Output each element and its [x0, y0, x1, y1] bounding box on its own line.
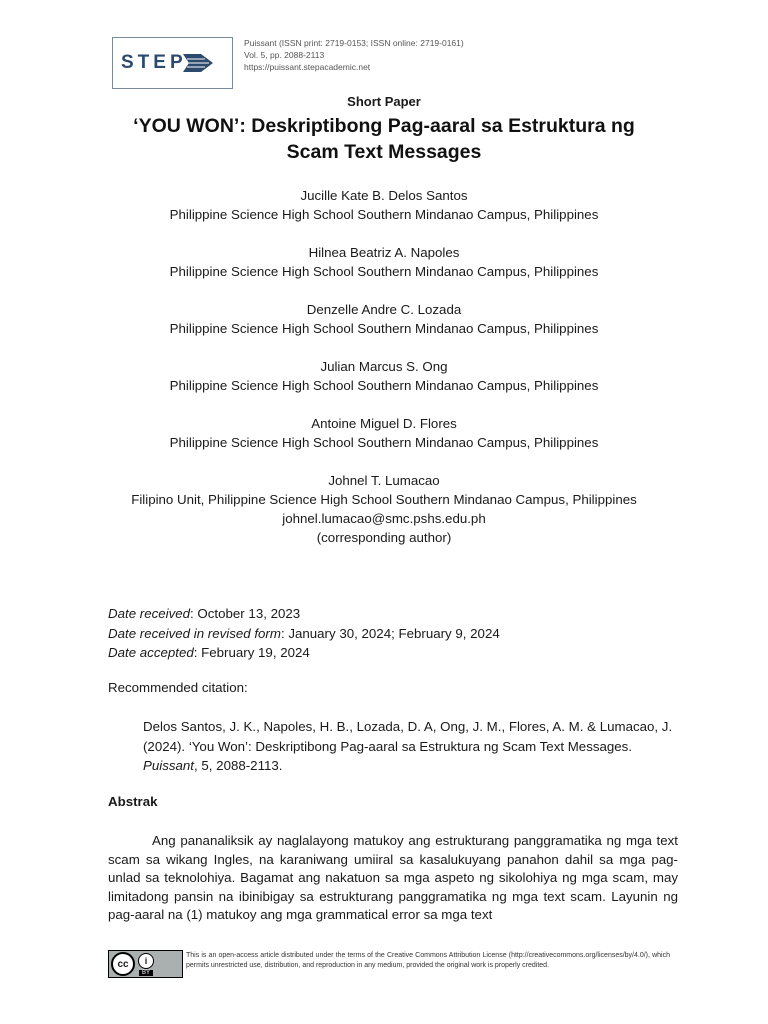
author-affiliation: Filipino Unit, Philippine Science High School Southern Mindanao Campus, Philippines [131, 492, 637, 507]
author-name: Jucille Kate B. Delos Santos [300, 188, 468, 203]
by-icon [138, 953, 154, 976]
journal-url[interactable]: https://puissant.stepacademic.net [244, 62, 371, 72]
journal-info [244, 37, 464, 73]
recommended-citation-label: Recommended citation: [108, 680, 248, 695]
date-accepted: Date accepted: February 19, 2024 [108, 645, 310, 660]
author-block [0, 300, 768, 338]
abstract-heading: Abstrak [108, 794, 158, 809]
arrow-icon [183, 52, 213, 74]
license-footer [108, 950, 670, 984]
date-received: Date received: October 13, 2023 [108, 606, 301, 621]
step-logo [112, 37, 233, 89]
paper-type: Short Paper [347, 94, 421, 109]
author-name: Julian Marcus S. Ong [320, 359, 448, 374]
author-name: Hilnea Beatriz A. Napoles [308, 245, 460, 260]
author-list [0, 186, 768, 566]
title-line-2: Scam Text Messages [286, 141, 482, 163]
license-text: This is an open-access article distributed under the terms of the Creative Commons Attribution License (http://creativecommons.org/licenses/by/4.0/), which permits unrestricted use, distribution, and reproduction in any medium, provided the original work is properly credited. [186, 952, 670, 969]
abstract-body: Ang pananaliksik ay naglalayong matukoy ang estrukturang panggramatika ng mga text scam sa wikang Ingles, na karaniwang umiiral sa kasalukuyang panahon dahil sa mga pag-unlad sa teknolohiya. Bagamat ang nakatuon sa mga aspeto ng sikolohiya ng mga scam, may limitadong pansin na ibinibigay sa estrukturang panggramatika ng mga text scam. Layunin ng pag-aaral na (1) matukoy ang mga grammatical error sa mga text [108, 833, 678, 923]
author-affiliation: Philippine Science High School Southern Mindanao Campus, Philippines [169, 321, 599, 336]
logo-text: STEP [121, 52, 187, 73]
journal-volume: Vol. 5, pp. 2088-2113 [244, 50, 325, 60]
author-email[interactable]: johnel.lumacao@smc.pshs.edu.ph [282, 511, 486, 526]
date-info [108, 604, 500, 663]
author-name: Johnel T. Lumacao [328, 473, 440, 488]
journal-header [112, 37, 672, 89]
author-block [0, 357, 768, 395]
citation-text: Delos Santos, J. K., Napoles, H. B., Lozada, D. A, Ong, J. M., Flores, A. M. & Lumacao, J. (2024). ‘You Won’: Deskriptibong Pag-aaral sa Estruktura ng Scam Text Messages. Puissant, 5, 2088-2113. [143, 719, 673, 773]
author-block [0, 414, 768, 452]
author-affiliation: Philippine Science High School Southern Mindanao Campus, Philippines [169, 378, 599, 393]
corresponding-author-block [0, 471, 768, 547]
by-label: BY [139, 970, 153, 976]
author-affiliation: Philippine Science High School Southern Mindanao Campus, Philippines [169, 435, 599, 450]
citation-journal: Puissant [143, 758, 194, 773]
cc-by-badge[interactable] [108, 950, 183, 978]
paper-title [110, 113, 658, 165]
title-line-1: ‘YOU WON’: Deskriptibong Pag-aaral sa Estruktura ng [133, 115, 635, 137]
person-icon: i [138, 953, 154, 969]
author-name: Antoine Miguel D. Flores [311, 416, 457, 431]
author-block [0, 243, 768, 281]
cc-icon: cc [111, 952, 135, 976]
author-name: Denzelle Andre C. Lozada [306, 302, 462, 317]
author-block [0, 186, 768, 224]
author-affiliation: Philippine Science High School Southern Mindanao Campus, Philippines [169, 264, 599, 279]
author-affiliation: Philippine Science High School Southern Mindanao Campus, Philippines [169, 207, 599, 222]
corresponding-note: (corresponding author) [316, 530, 452, 545]
journal-issn: Puissant (ISSN print: 2719-0153; ISSN online: 2719-0161) [244, 38, 464, 48]
date-revised: Date received in revised form: January 30, 2024; February 9, 2024 [108, 625, 500, 641]
